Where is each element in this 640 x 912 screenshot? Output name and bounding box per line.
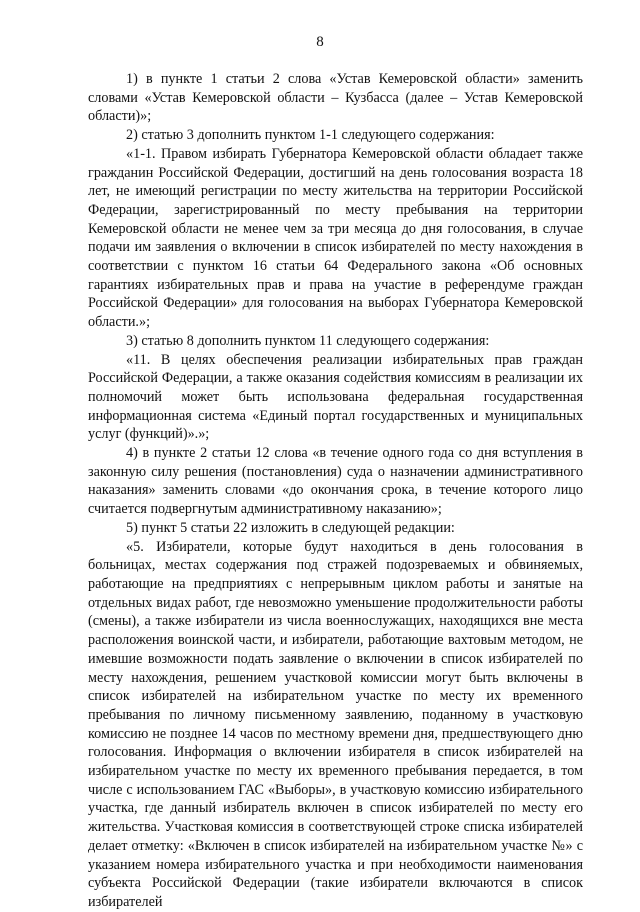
paragraph-2: 2) статью 3 дополнить пунктом 1-1 следующего содержания: <box>126 127 495 144</box>
paragraph-7: 5) пункт 5 статьи 22 изложить в следующей редакции: <box>126 519 455 536</box>
paragraph-6: 4) в пункте 2 статьи 12 слова «в течение одного года со дня вступления в законную силу решения (постановления) суда о назначении административного наказания» заменить словами «до окончания срока, в течение которого лицо считается подвергнутым административному наказанию»; <box>88 445 583 518</box>
document-body <box>88 70 583 912</box>
paragraph-3: «1-1. Правом избирать Губернатора Кемеровской области обладает также гражданин Российской Федерации, достигший на день голосования возраста 18 лет, не имеющий регистрации по месту жительства на территории Российской Федерации, зарегистрированный по месту пребывания на территории Кемеровской области не менее чем за три месяца до дня голосования, в случае подачи им заявления о включении в список избирателей по месту нахождения в соответствии с пунктом 16 статьи 64 Федерального закона «Об основных гарантиях избирательных прав и права на участие в референдуме граждан Российской Федерации» для голосования на выборах Губернатора Кемеровской области.»; <box>88 145 583 331</box>
paragraph-8: «5. Избиратели, которые будут находиться в день голосования в больницах, местах содержания под стражей подозреваемых и обвиняемых, работающие на предприятиях с непрерывным циклом работы и занятые на отдельных видах работ, где невозможно уменьшение продолжительности работы (смены), а также избиратели из числа военнослужащих, находящихся вне места расположения воинской части, и избиратели, работающие вахтовым методом, не имевшие возможности подать заявление о включении в список избирателей по месту нахождения, решением участковой комиссии могут быть включены в список избирателей на избирательном участке по месту их временного пребывания по личному письменному заявлению, поданному в участковую комиссию не позднее 14 часов по местному времени дня, предшествующего дню голосования. Информация о включении избирателя в список избирателей на избирательном участке по месту их временного пребывания передается, в том числе с использованием ГАС «Выборы», в участковую комиссию избирательного участка, где данный избиратель включен в список избирателей по месту его жительства. Участковая комиссия в соответствующей строке списка избирателей делает отметку: «Включен в список избирателей на избирательном участке №» с указанием номера избирательного участка и при необходимости наименования субъекта Российской Федерации (такие избиратели включаются в список избирателей <box>88 538 583 910</box>
paragraph-1: 1) в пункте 1 статьи 2 слова «Устав Кемеровской области» заменить словами «Устав Кемеровской области – Кузбасса (далее – Устав Кемеровской области)»; <box>88 71 583 125</box>
page-number: 8 <box>316 34 324 50</box>
paragraph-5: «11. В целях обеспечения реализации избирательных прав граждан Российской Федерации, а также оказания содействия комиссиям в реализации их полномочий может быть использована федеральная государственная информационная система «Единый портал государственных и муниципальных услуг (функций)».»; <box>88 351 583 443</box>
paragraph-4: 3) статью 8 дополнить пунктом 11 следующего содержания: <box>126 332 490 349</box>
